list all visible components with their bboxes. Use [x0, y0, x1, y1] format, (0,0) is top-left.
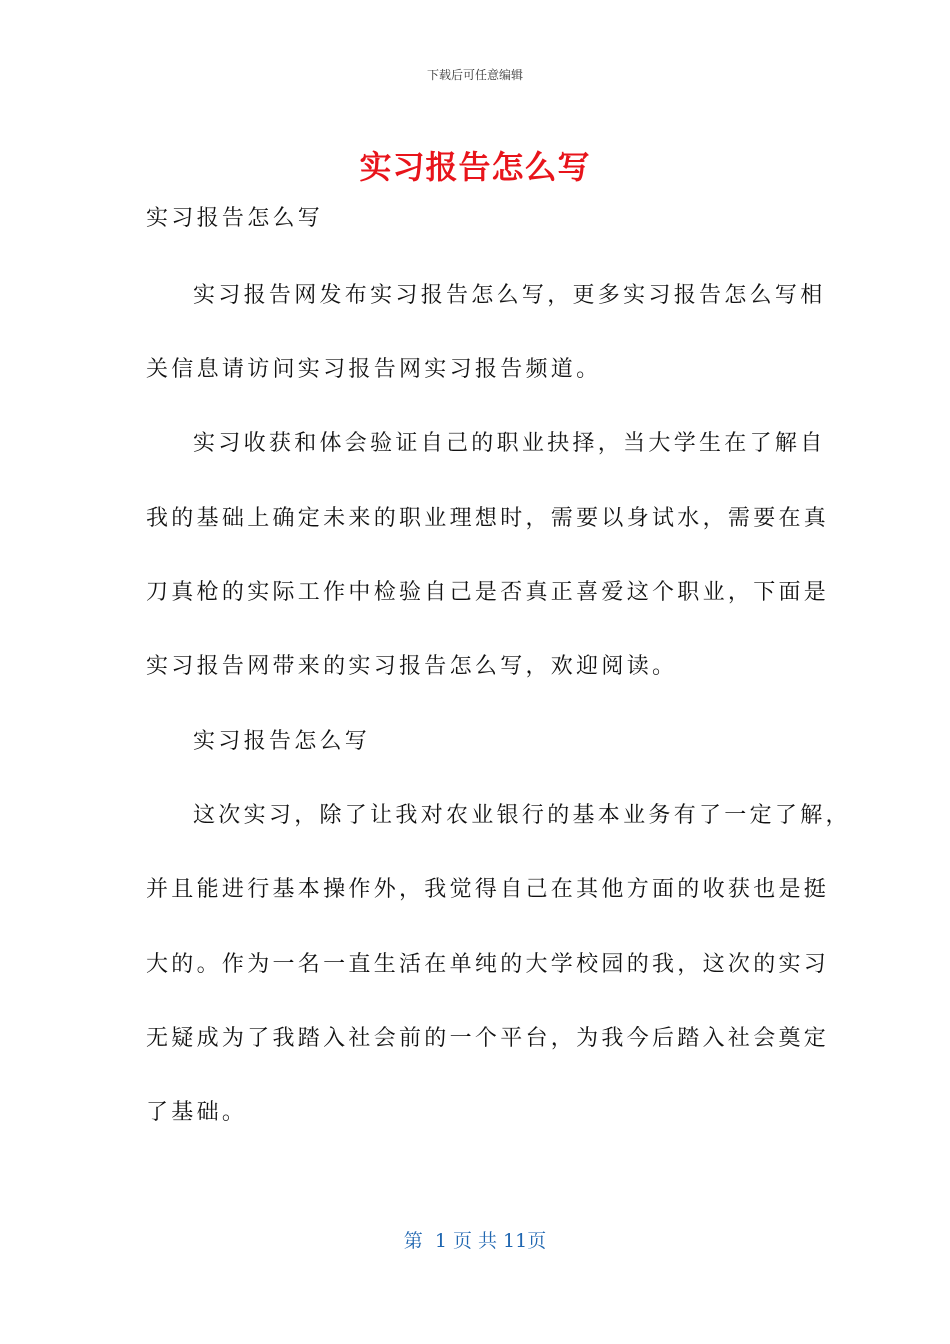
paragraph-line: 刀真枪的实际工作中检验自己是否真正喜爱这个职业，下面是: [146, 580, 830, 605]
paragraph-line: 实习报告网带来的实习报告怎么写，欢迎阅读。: [146, 654, 678, 679]
document-title: 实习报告怎么写: [359, 148, 591, 186]
paragraph-line: 实习报告网发布实习报告怎么写，更多实习报告怎么写相: [193, 283, 826, 308]
paragraph-line: 大的。作为一名一直生活在单纯的大学校园的我，这次的实习: [146, 952, 830, 977]
page-number-footer: 第 1 页 共 11页: [403, 1230, 547, 1252]
paragraph-line: 这次实习，除了让我对农业银行的基本业务有了一定了解，: [193, 803, 851, 828]
section-heading: 实习报告怎么写: [193, 729, 371, 754]
header-note: 下载后可任意编辑: [426, 68, 523, 82]
subheading: 实习报告怎么写: [146, 206, 324, 231]
paragraph-line: 实习收获和体会验证自己的职业抉择，当大学生在了解自: [193, 431, 826, 456]
paragraph-line: 关信息请访问实习报告网实习报告频道。: [146, 357, 602, 382]
paragraph-line: 并且能进行基本操作外，我觉得自己在其他方面的收获也是挺: [146, 877, 830, 902]
paragraph-line: 无疑成为了我踏入社会前的一个平台，为我今后踏入社会奠定: [146, 1026, 830, 1051]
paragraph-line: 我的基础上确定未来的职业理想时，需要以身试水，需要在真: [146, 506, 830, 531]
paragraph-line: 了基础。: [146, 1100, 248, 1125]
